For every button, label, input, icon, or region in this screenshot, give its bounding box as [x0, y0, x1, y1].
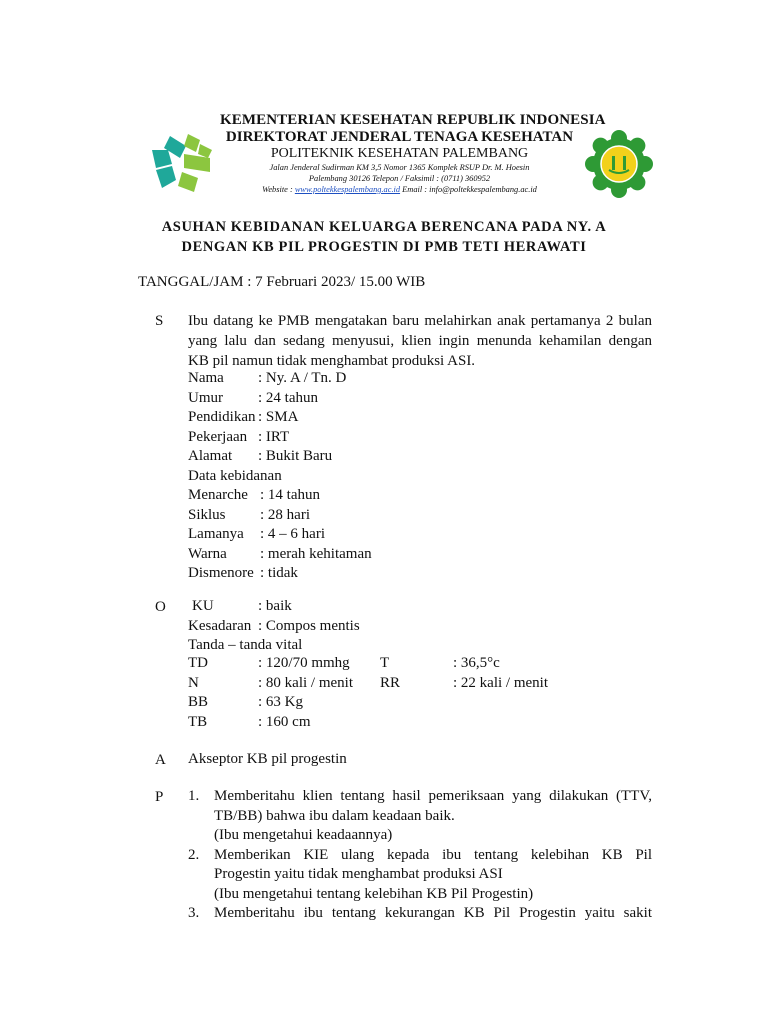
vital-value: : 120/70 mmhg [258, 655, 350, 671]
plan-item-note: (Ibu mengetahui keadaannya) [214, 827, 393, 843]
website-link[interactable]: www.poltekkespalembang.ac.id [294, 185, 401, 194]
website-label: Website : [262, 185, 293, 194]
field-label: Warna [188, 545, 227, 562]
field-value: : Bukit Baru [258, 448, 333, 464]
field-value: : 28 hari [260, 506, 310, 523]
field-value: : SMA [258, 409, 299, 425]
title-line-1: ASUHAN KEBIDANAN KELUARGA BERENCANA PADA NY. A [161, 219, 607, 235]
document-title [100, 217, 668, 257]
plan-item [188, 787, 652, 846]
field-value: : merah kehitaman [260, 545, 372, 562]
field-label: Alamat [188, 448, 233, 464]
plan-item-line: TB/BB) bahwa ibu dalam keadaan baik. [214, 807, 455, 824]
field-label: Siklus [188, 506, 226, 523]
vital-signs-table [188, 654, 658, 732]
vital-label: TB [188, 713, 208, 730]
title-line-2: DENGAN KB PIL PROGESTIN DI PMB TETI HERAWATI [181, 239, 587, 255]
plan-item-line: Memberitahu ibu tentang kekurangan KB Pil Progestin yaitu sakit [214, 905, 652, 921]
field-value: : 14 tahun [260, 487, 320, 503]
vital-value: : 80 kali / menit [258, 674, 353, 691]
field-label: Umur [188, 389, 223, 406]
date-time-line: TANGGAL/JAM : 7 Februari 2023/ 15.00 WIB [138, 274, 426, 290]
plan-list [188, 787, 652, 924]
plan-item [188, 904, 652, 924]
letterhead-text [220, 112, 606, 195]
data-kebidanan-label: Data kebidanan [188, 467, 282, 484]
assessment-text: Akseptor KB pil progestin [188, 751, 347, 767]
field-value: : Compos mentis [258, 617, 360, 634]
section-letter-s: S [155, 313, 164, 329]
field-value: : baik [258, 598, 292, 614]
plan-item-line: Memberitahu klien tentang hasil pemeriksaan yang dilakukan (TTV, [214, 788, 652, 804]
letterhead [148, 110, 653, 206]
plan-item-number: 2. [188, 846, 200, 863]
contact-line [220, 184, 579, 195]
ministry-name: KEMENTERIAN KESEHATAN REPUBLIK INDONESIA [220, 112, 606, 128]
vital-label: T [380, 655, 390, 671]
kemenkes-logo-icon [148, 128, 214, 194]
plan-item [188, 846, 652, 905]
field-label: Pendidikan [188, 409, 256, 425]
vital-label: TD [188, 655, 208, 671]
address-line-2: Palembang 30126 Telepon / Faksimil : (0711) 360952 [308, 174, 491, 183]
vital-row [188, 674, 658, 694]
field-value: : Ny. A / Tn. D [258, 370, 347, 386]
field-value: : IRT [258, 428, 290, 445]
section-letter-p: P [155, 789, 164, 805]
field-label: KU [192, 598, 214, 614]
plan-item-line: Progestin yaitu tidak menghambat produksi ASI [214, 866, 503, 882]
field-label: Lamanya [188, 526, 244, 542]
vital-value: : 63 Kg [258, 694, 303, 710]
subjective-line-3: KB pil namun tidak menghambat produksi ASI. [188, 353, 476, 369]
email-text: Email : info@poltekkespalembang.ac.id [402, 185, 537, 194]
vital-value: : 22 kali / menit [453, 674, 548, 691]
plan-item-number: 3. [188, 905, 200, 921]
field-label: Nama [188, 370, 224, 386]
vital-row [188, 713, 658, 733]
vital-row [188, 693, 658, 713]
field-label: Pekerjaan [188, 428, 248, 445]
field-label: Menarche [188, 487, 248, 503]
field-value: : tidak [260, 565, 298, 581]
address-line-1: Jalan Jenderal Sudirman KM 3,5 Nomor 1365 Komplek RSUP Dr. M. Hoesin [269, 163, 530, 172]
plan-item-line: Memberikan KIE ulang kepada ibu tentang kelebihan KB Pil [214, 846, 652, 863]
field-label: Kesadaran [188, 617, 252, 634]
plan-item-number: 1. [188, 788, 200, 804]
field-label: Dismenore [188, 565, 254, 581]
vital-label: N [188, 674, 199, 691]
subjective-line-1: Ibu datang ke PMB mengatakan baru melahirkan anak pertamanya 2 bulan [188, 313, 652, 329]
vital-label: RR [380, 674, 401, 691]
poltekkes-emblem-icon [585, 130, 653, 198]
subjective-paragraph [188, 311, 652, 371]
vital-value: : 160 cm [258, 713, 311, 730]
section-letter-a: A [155, 752, 166, 768]
vital-label: BB [188, 694, 209, 710]
vital-row [188, 654, 658, 674]
institution-name: POLITEKNIK KESEHATAN PALEMBANG [270, 146, 529, 161]
field-value: : 4 – 6 hari [260, 526, 325, 542]
vital-signs-label: Tanda – tanda vital [188, 637, 303, 653]
plan-item-note: (Ibu mengetahui tentang kelebihan KB Pil Progestin) [214, 885, 534, 902]
directorate-name: DIREKTORAT JENDERAL TENAGA KESEHATAN [225, 129, 574, 145]
vital-value: : 36,5°c [453, 655, 500, 671]
subjective-line-2: yang lalu dan sedang menyusui, klien ingin menunda kehamilan dengan [188, 333, 652, 349]
section-letter-o: O [155, 599, 166, 615]
field-value: : 24 tahun [258, 389, 318, 406]
